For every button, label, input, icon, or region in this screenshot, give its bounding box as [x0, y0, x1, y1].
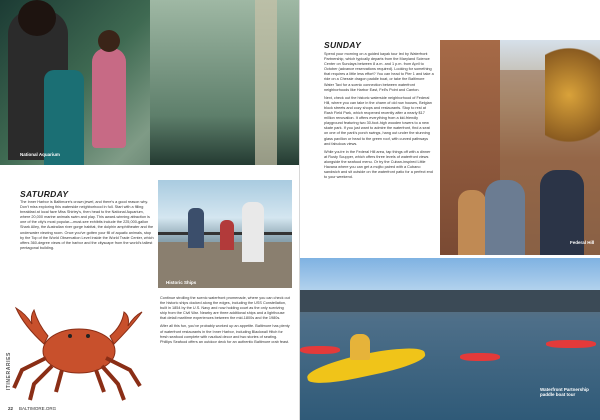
page-number: 22	[8, 406, 14, 411]
saturday-paragraph-3: After all this fun, you've probably worked up an appetite. Baltimore has plenty of waterfront restaurants in the Inner Harbor, including Blackwall Hitch for fresh seafood complete with nautical decor and two stories of seating. Phillips Seafood offers an outdoor deck for an authentic Baltimore crab feast.	[160, 324, 290, 344]
waterfront-caption: Waterfront Partnership paddle boat tour	[540, 387, 589, 397]
crab-icon	[4, 296, 154, 406]
saturday-heading: SATURDAY	[20, 189, 69, 199]
site-url: BALTIMORE.ORG	[19, 406, 57, 411]
aquarium-photo	[0, 0, 300, 165]
historic-ships-photo	[158, 180, 292, 288]
page-footer	[8, 406, 56, 411]
sunday-paragraph-1: Spend your morning on a guided kayak tour led by Waterfront Partnership, which typically departs from the Maryland Science Center on Sundays between 8 a.m. and 1 p.m. from April to October (advance reservations required). Looking for something that requires a little less effort? You can head to Pier 1 and take a ride on a Chessie dragon paddle boat, or take the Baltimore Water Taxi for a scenic connection between waterfront neighborhoods like Harbor East, Fell's Point and Canton.	[324, 52, 434, 92]
saturday-paragraph: The Inner Harbor is Baltimore's crown jewel, and there's a good reason why. Don't miss exploring this waterside neighborhood in full. Start with a filling breakfast at local fave Miss Shirley's, then head to the National Aquarium, where 20,000 marine animals swim and play. This award-winning attraction is one of the city's most popular—must-see exhibits include the 225,000-gallon Shark Alley, the Australian river gorge habitat, the dolphin amphitheater and the underwater viewing room. Once you've gotten your fill of aquatic animals, stop by the Top of the World Observation Level inside the World Trade Center, which offers 360-degree views of the harbor and the cityscape from the world's tallest pentagonal building.	[20, 200, 154, 250]
sunday-paragraph-2: Next, check out the historic waterside neighborhood of Federal Hill, where you can take in the charm of old row houses, Belgian block streets and cozy shops and restaurants. Stop to rest at Rash Field Park, which reopened recently after a nearly $17 million renovation. It offers everything from a kid-friendly playground featuring two 30-foot-high wooden towers to a new skate park. If you just want to admire the waterfront, find a seat on one of the park's porch swings, hang out under the stunning glass pavilion or head to the green roof, with curved pathways and fabulous views.	[324, 95, 432, 146]
saturday-body-continued	[160, 296, 290, 348]
saturday-body	[20, 200, 155, 254]
sunday-paragraph-3: While you're in the Federal Hill area, tap things off with a dinner at Rusty Scupper, which offers three levels of waterfront views alongside the seafood menu. Or try the Cuban-inspired Little Havana where you can get a mojito paired with a Cubano sandwich and sit outside on the waterfront patio for a perfect end to your weekend.	[324, 149, 433, 180]
federal-hill-caption: Federal Hill	[570, 240, 595, 245]
aquarium-caption: National Aquarium	[20, 152, 60, 157]
sunday-heading: SUNDAY	[324, 40, 362, 50]
crab-illustration	[4, 296, 154, 406]
sunday-body	[324, 52, 434, 183]
federal-hill-photo	[440, 40, 600, 255]
harbor-caption: Historic Ships	[166, 280, 197, 285]
saturday-paragraph-2: Continue strolling the scenic waterfront promenade, where you can check out the historic ships docked along the edges, including the USS Constellation, built in 1854 by the U.S. Navy and now holding court as the only surviving ship from the Civil War. Nearby are three additional ships and a lighthouse that detail maritime experiences between the mid-1800s and the 1980s.	[160, 296, 290, 321]
section-sidebar-label: ITINERARIES	[6, 352, 12, 391]
